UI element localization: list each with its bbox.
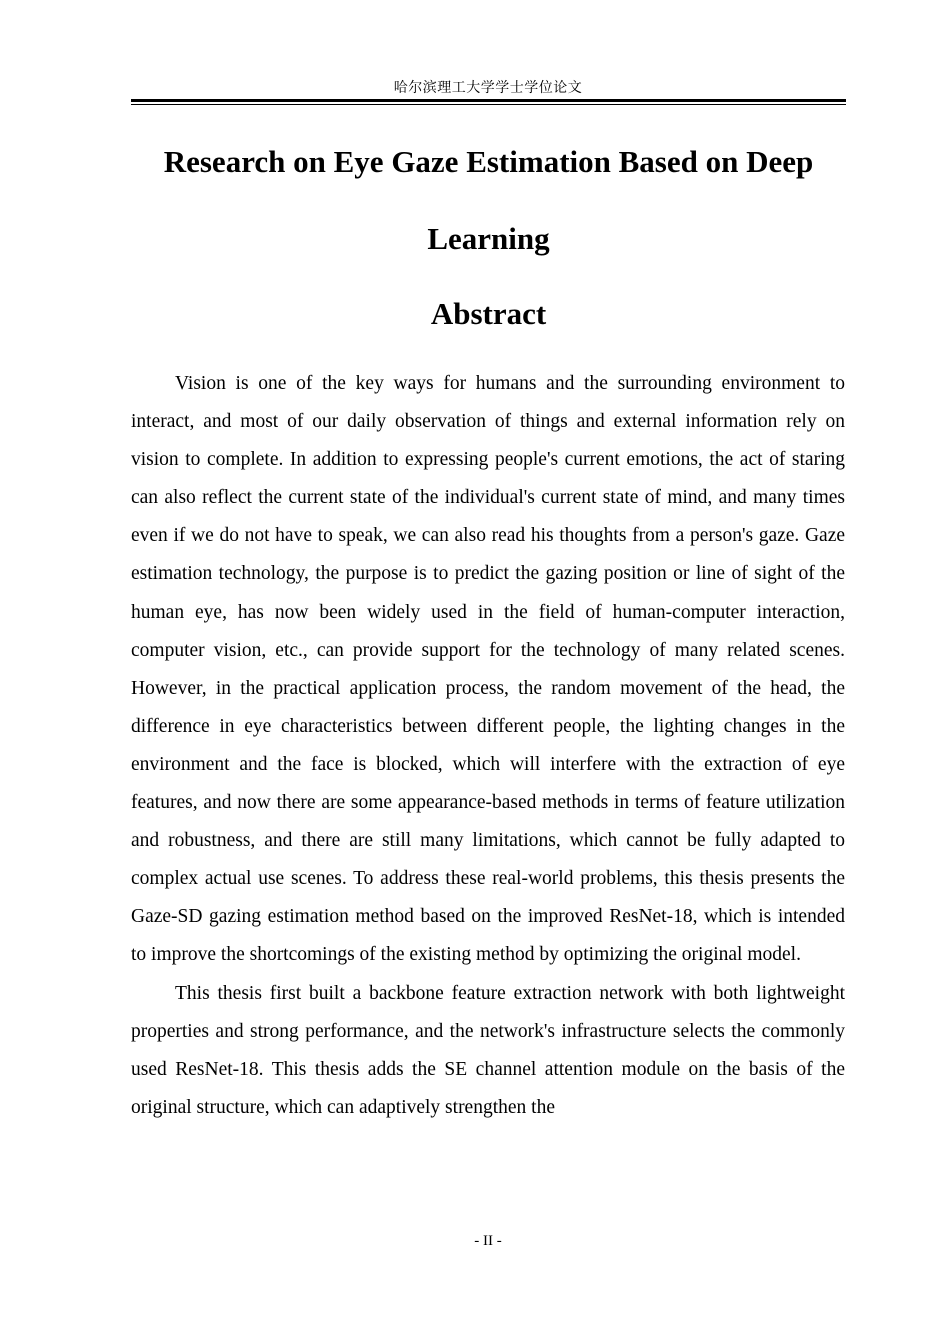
- section-heading: Abstract: [430, 296, 547, 331]
- document-title: Research on Eye Gaze Estimation Based on Deep Learning: [163, 144, 814, 256]
- abstract-paragraph-1: Vision is one of the key ways for humans and the surrounding environment to interact, and most of our daily observation of things and external information rely on vision to complete. In addition to expressing people's current emotions, the act of staring can also reflect the current state of the individual's current state of mind, and many times even if we do not have to speak, we can also read his thoughts from a person's gaze. Gaze estimation technology, the purpose is to predict the gazing position or line of sight of the human eye, has now been widely used in the field of human-computer interaction, computer vision, etc., can provide support for the technology of many related scenes. However, in the practical application process, the random movement of the head, the difference in eye characteristics between different people, the lighting changes in the environment and the face is blocked, which will interfere with the extraction of eye features, and now there are some appearance-based methods in terms of feature utilization and robustness, and there are still many limitations, which cannot be fully adapted to complex actual use scenes. To address these real-world problems, this thesis presents the Gaze-SD gazing estimation method based on the improved ResNet-18, which is intended to improve the shortcomings of the existing method by optimizing the original model.: [131, 373, 845, 966]
- header-rule-thin: [131, 104, 846, 105]
- header-rule-thick: [131, 99, 846, 102]
- running-header: 哈尔滨理工大学学士学位论文: [393, 80, 583, 96]
- abstract-body: [131, 365, 845, 1127]
- abstract-paragraph-2: This thesis first built a backbone feature extraction network with both lightweight properties and strong performance, and the network's infrastructure selects the commonly used ResNet-18. This thesis adds the SE channel attention module on the basis of the original structure, which can adaptively strengthen the: [131, 982, 845, 1118]
- page-number: - II -: [474, 1233, 502, 1249]
